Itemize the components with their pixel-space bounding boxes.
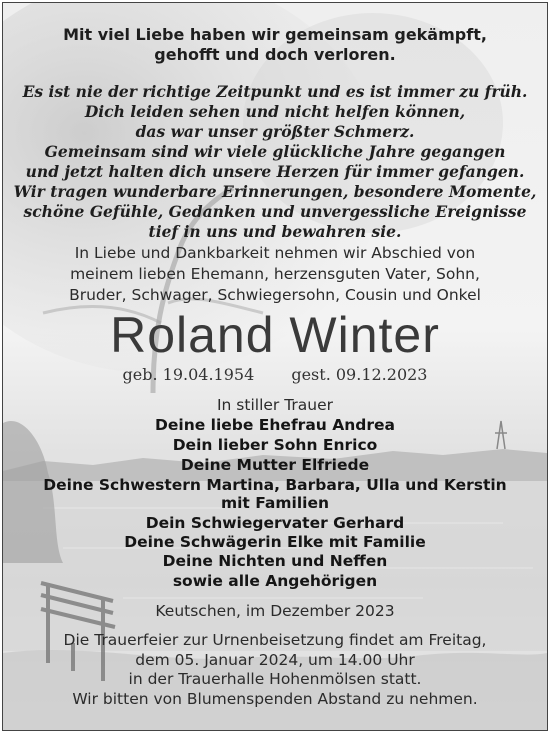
place-and-date: Keutschen, im Dezember 2023 <box>155 602 395 620</box>
poem-line: Es ist nie der richtige Zeitpunkt und es ist immer zu früh. <box>22 82 528 101</box>
obituary-card <box>2 2 548 731</box>
deceased-name: Roland Winter <box>110 307 440 363</box>
poem-line: Wir tragen wunderbare Erinnerungen, besondere Momente, <box>13 182 537 201</box>
intro-line: meinem lieben Ehemann, herzensguten Vater, Sohn, <box>70 265 480 283</box>
funeral-notice-line: Wir bitten von Blumenspenden Abstand zu nehmen. <box>72 690 478 708</box>
mourner-line: Deine Schwägerin Elke mit Familie <box>124 533 426 551</box>
birth-date: geb. 19.04.1954 <box>122 365 255 384</box>
mourner-line: mit Familien <box>220 494 330 512</box>
funeral-notice-line: in der Trauerhalle Hohenmölsen statt. <box>128 670 422 688</box>
motto-line: gehofft und doch verloren. <box>154 45 396 64</box>
obituary-text <box>3 3 547 730</box>
poem-line: schöne Gefühle, Gedanken und unvergessliche Ereignisse <box>23 202 527 221</box>
intro-line: Bruder, Schwager, Schwiegersohn, Cousin und Onkel <box>69 286 481 304</box>
mourner-line: Deine Mutter Elfriede <box>180 456 370 474</box>
poem-line: und jetzt halten dich unsere Herzen für immer gefangen. <box>25 162 525 181</box>
death-date: gest. 09.12.2023 <box>291 365 428 384</box>
poem-line: tief in uns und bewahren sie. <box>148 222 402 241</box>
funeral-notice-line: Die Trauerfeier zur Urnenbeisetzung findet am Freitag, <box>63 631 487 649</box>
mourner-line: Deine Schwestern Martina, Barbara, Ulla und Kerstin <box>43 476 507 494</box>
poem-line: das war unser größter Schmerz. <box>135 122 415 141</box>
motto-line: Mit viel Liebe haben wir gemeinsam gekämpft, <box>63 25 487 44</box>
mourner-line: Dein lieber Sohn Enrico <box>172 436 378 454</box>
mourner-line: Deine liebe Ehefrau Andrea <box>155 416 395 434</box>
funeral-notice-line: dem 05. Januar 2024, um 14.00 Uhr <box>135 651 415 669</box>
mourner-line: sowie alle Angehörigen <box>172 572 378 590</box>
poem-line: Gemeinsam sind wir viele glückliche Jahre gegangen <box>44 142 506 161</box>
mourner-line: Deine Nichten und Neffen <box>162 552 388 570</box>
intro-line: In Liebe und Dankbarkeit nehmen wir Abschied von <box>74 244 476 262</box>
mourner-line: Dein Schwiegervater Gerhard <box>145 514 405 532</box>
life-dates <box>3 365 547 385</box>
poem-line: Dich leiden sehen und nicht helfen können, <box>84 102 466 121</box>
still-mourning: In stiller Trauer <box>216 396 334 414</box>
